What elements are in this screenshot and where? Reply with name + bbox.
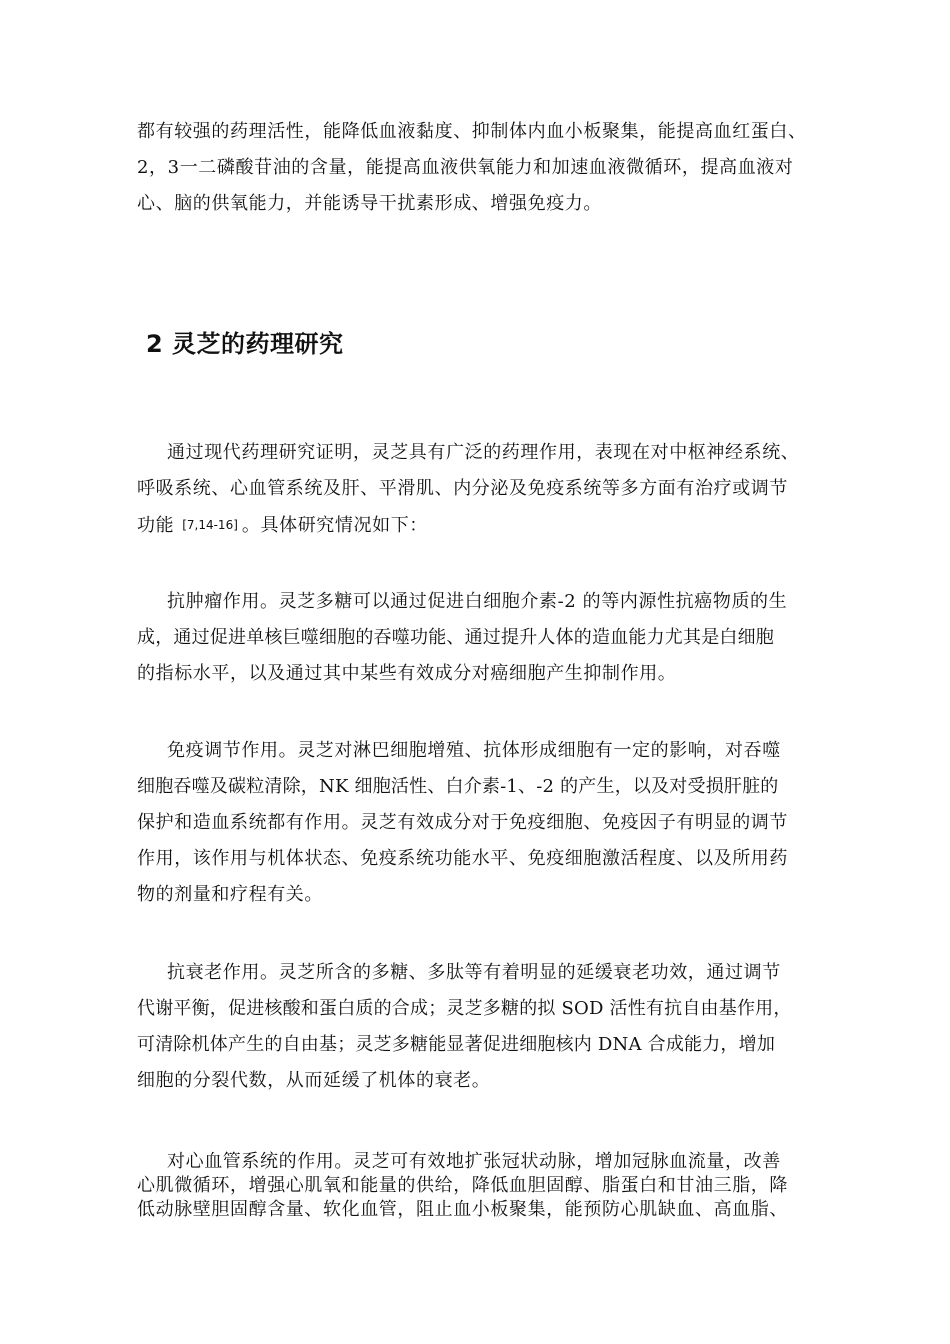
antiaging-line-2: 代谢平衡，促进核酸和蛋白质的合成；灵芝多糖的拟 SOD 活性有抗自由基作用， [137,998,792,1019]
overview-line-1: 通过现代药理研究证明，灵芝具有广泛的药理作用，表现在对中枢神经系统、 [167,442,800,463]
immune-line-4: 作用，该作用与机体状态、免疫系统功能水平、免疫细胞激活程度、以及所用药 [137,848,788,869]
immune-line-3: 保护和造血系统都有作用。灵芝有效成分对于免疫细胞、免疫因子有明显的调节 [137,812,788,833]
immune-line-5: 物的剂量和疗程有关。 [137,884,323,905]
section-heading: 2 灵芝的药理研究 [146,330,344,358]
intro-line-3: 心、脑的供氧能力，并能诱导干扰素形成、增强免疫力。 [137,193,602,214]
antiaging-line-4: 细胞的分裂代数，从而延缓了机体的衰老。 [137,1070,491,1091]
immune-line-2: 细胞吞噬及碳粒清除，NK 细胞活性、白介素-1、-2 的产生，以及对受损肝脏的 [137,776,779,797]
antitumor-line-1: 抗肿瘤作用。灵芝多糖可以通过促进白细胞介素-2 的等内源性抗癌物质的生 [167,591,788,612]
citation-reference: [7,14-16] [182,518,238,532]
antiaging-line-3: 可清除机体产生的自由基；灵芝多糖能显著促进细胞核内 DNA 合成能力，增加 [137,1034,776,1055]
overview-line-2: 呼吸系统、心血管系统及肝、平滑肌、内分泌及免疫系统等多方面有治疗或调节 [137,478,788,499]
intro-line-1: 都有较强的药理活性，能降低血液黏度、抑制体内血小板聚集，能提高血红蛋白、 [137,121,807,142]
immune-line-1: 免疫调节作用。灵芝对淋巴细胞增殖、抗体形成细胞有一定的影响，对吞噬 [167,740,781,761]
antitumor-line-3: 的指标水平，以及通过其中某些有效成分对癌细胞产生抑制作用。 [137,663,677,684]
overview-text-before-citation: 功能 [137,515,175,536]
overview-text-after-citation: 。具体研究情况如下： [241,515,428,536]
antitumor-line-2: 成，通过促进单核巨噬细胞的吞噬功能、通过提升人体的造血能力尤其是白细胞 [137,627,774,648]
overview-line-3 [137,513,817,538]
intro-line-2: 2，3一二磷酸苷油的含量，能提高血液供氧能力和加速血液微循环，提高血液对 [137,157,794,178]
cardio-line-1: 对心血管系统的作用。灵芝可有效地扩张冠状动脉，增加冠脉血流量，改善 [167,1151,781,1172]
cardio-line-2: 心肌微循环，增强心肌氧和能量的供给，降低血胆固醇、脂蛋白和甘油三脂，降 [137,1175,788,1196]
antiaging-line-1: 抗衰老作用。灵芝所含的多糖、多肽等有着明显的延缓衰老功效，通过调节 [167,962,781,983]
cardio-line-3: 低动脉壁胆固醇含量、软化血管，阻止血小板聚集，能预防心肌缺血、高血脂、 [137,1199,788,1220]
